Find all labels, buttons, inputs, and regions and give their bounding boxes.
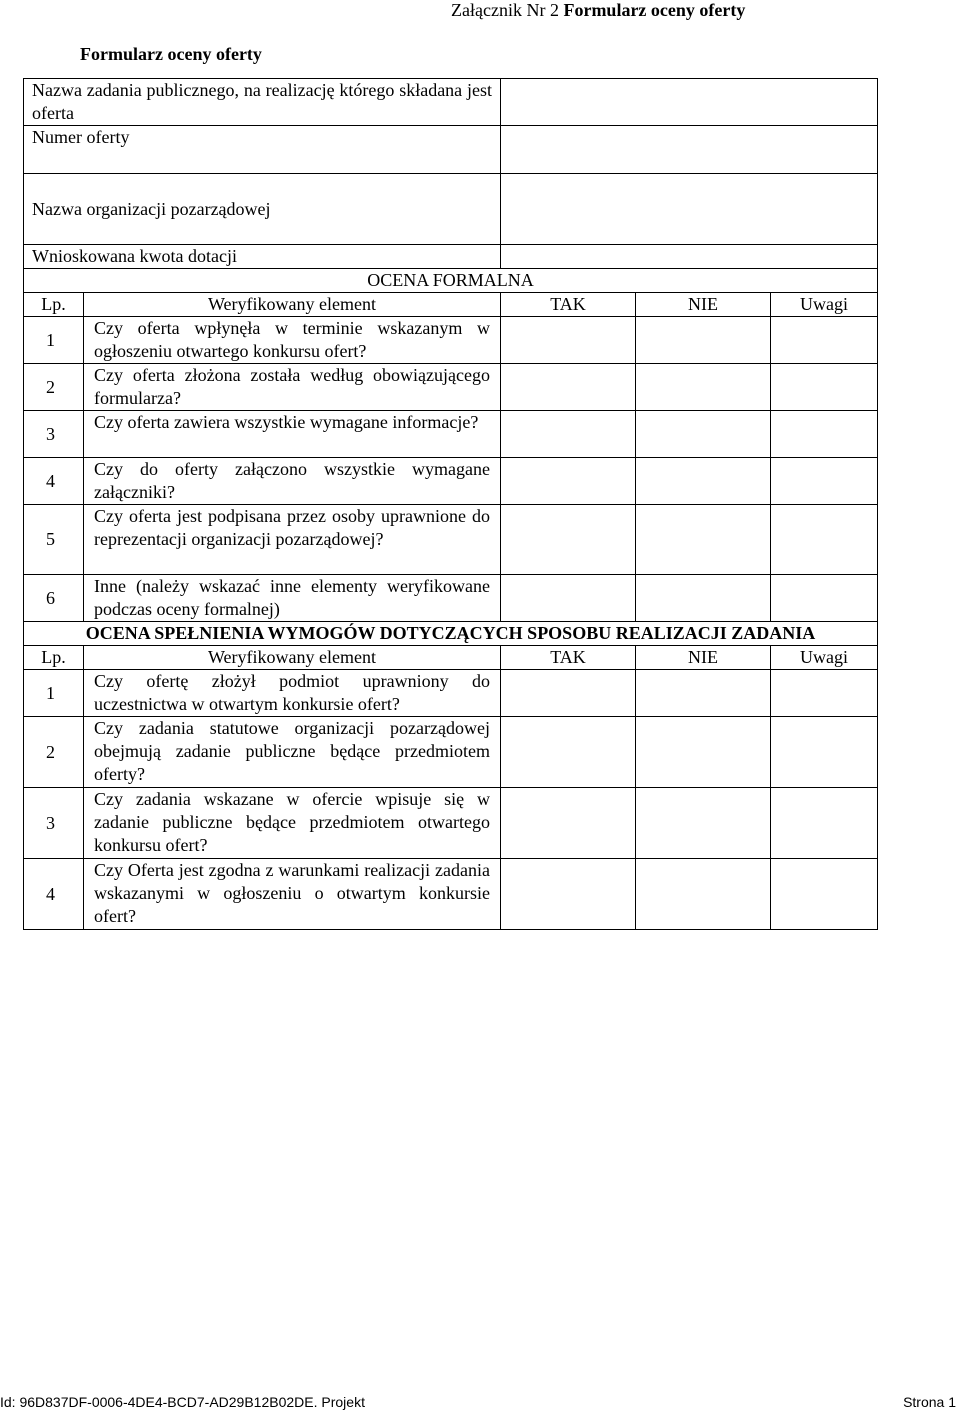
formal-row-question-text: Czy oferta jest podpisana przez osoby uprawnione do reprezentacji organizacji pozarządowej? [94,506,490,549]
formal-row-nie-cell[interactable] [636,411,771,458]
header-row-task-name [24,79,878,126]
requirements-column-header-row [24,646,878,670]
requirements-row-number: 2 [24,717,84,788]
header-row-organization [24,174,878,245]
requirements-row-question-text: Czy zadania statutowe organizacji pozarządowej obejmują zadanie publiczne będące przedmiotem oferty? [94,718,490,784]
formal-row-nie-cell[interactable] [636,458,771,505]
requirements-row-number: 4 [24,859,84,930]
formal-row [24,505,878,575]
formal-row-tak-cell[interactable] [501,505,636,575]
requirements-col-element: Weryfikowany element [84,646,501,670]
formal-row-number: 2 [24,364,84,411]
page-number-footer: Strona 1 [903,1394,956,1410]
formal-row-uwagi-cell[interactable] [771,575,878,622]
requirements-col-lp: Lp. [24,646,84,670]
formal-row [24,575,878,622]
requirements-row-number: 1 [24,670,84,717]
header-offer-number-spacer [24,150,501,174]
header-value-amount[interactable] [501,245,878,269]
header-value-offer-number[interactable] [501,126,878,174]
formal-row-question [84,411,501,458]
requirements-row-nie-cell[interactable] [636,670,771,717]
formal-col-lp: Lp. [24,293,84,317]
requirements-section-row [24,622,878,646]
requirements-col-uwagi: Uwagi [771,646,878,670]
formal-row-tak-cell[interactable] [501,364,636,411]
formal-row-question [84,317,501,364]
formal-row-question [84,505,501,575]
requirements-row-tak-cell[interactable] [501,859,636,930]
formal-row [24,411,878,458]
requirements-row-nie-cell[interactable] [636,717,771,788]
requirements-row-uwagi-cell[interactable] [771,670,878,717]
requirements-row-uwagi-cell[interactable] [771,717,878,788]
formal-col-element: Weryfikowany element [84,293,501,317]
formal-col-uwagi: Uwagi [771,293,878,317]
formal-row-number: 3 [24,411,84,458]
requirements-row [24,670,878,717]
formal-row-uwagi-cell[interactable] [771,458,878,505]
evaluation-form-table [23,78,878,930]
requirements-section-title: OCENA SPEŁNIENIA WYMOGÓW DOTYCZĄCYCH SPOSOBU REALIZACJI ZADANIA [24,622,878,646]
formal-row-uwagi-cell[interactable] [771,505,878,575]
requirements-row-tak-cell[interactable] [501,717,636,788]
header-label-offer-number: Numer oferty [24,126,501,150]
formal-row [24,317,878,364]
formal-row-question [84,458,501,505]
formal-row-nie-cell[interactable] [636,505,771,575]
formal-row-question [84,575,501,622]
formal-row-uwagi-cell[interactable] [771,364,878,411]
formal-row [24,458,878,505]
requirements-row-question-text: Czy zadania wskazane w ofercie wpisuje się w zadanie publiczne będące przedmiotem otwartego konkursu ofert? [94,789,490,855]
header-row-offer-number [24,126,878,150]
formal-row-question [84,364,501,411]
header-value-organization[interactable] [501,174,878,245]
formal-row-number: 6 [24,575,84,622]
annex-title: Formularz oceny oferty [563,0,746,20]
formal-row [24,364,878,411]
form-title: Formularz oceny oferty [80,44,262,64]
header-label-task-name: Nazwa zadania publicznego, na realizację którego składana jest oferta [24,79,501,126]
requirements-row-question [84,788,501,859]
formal-row-tak-cell[interactable] [501,317,636,364]
formal-row-number: 5 [24,505,84,575]
formal-row-question-text: Czy oferta wpłynęła w terminie wskazanym w ogłoszeniu otwartego konkursu ofert? [94,318,490,361]
formal-row-number: 4 [24,458,84,505]
requirements-row [24,859,878,930]
requirements-row-nie-cell[interactable] [636,859,771,930]
formal-row-tak-cell[interactable] [501,575,636,622]
requirements-row [24,717,878,788]
requirements-row-question [84,717,501,788]
formal-section-row [24,269,878,293]
formal-column-header-row [24,293,878,317]
formal-row-question-text: Czy oferta zawiera wszystkie wymagane informacje? [94,412,479,432]
formal-row-question-text: Czy oferta złożona została według obowiązującego formularza? [94,365,490,408]
header-value-task-name[interactable] [501,79,878,126]
requirements-row-uwagi-cell[interactable] [771,859,878,930]
annex-prefix: Załącznik Nr 2 [451,0,559,20]
formal-row-tak-cell[interactable] [501,458,636,505]
formal-row-uwagi-cell[interactable] [771,317,878,364]
requirements-col-tak: TAK [501,646,636,670]
formal-row-nie-cell[interactable] [636,575,771,622]
annex-header [451,0,745,20]
formal-row-nie-cell[interactable] [636,364,771,411]
requirements-row-question [84,670,501,717]
requirements-row-number: 3 [24,788,84,859]
formal-row-tak-cell[interactable] [501,411,636,458]
formal-row-nie-cell[interactable] [636,317,771,364]
requirements-row-question-text: Czy Oferta jest zgodna z warunkami realizacji zadania wskazanymi w ogłoszeniu o otwartym konkursie ofert? [94,860,490,926]
formal-row-uwagi-cell[interactable] [771,411,878,458]
requirements-row [24,788,878,859]
formal-col-nie: NIE [636,293,771,317]
header-label-organization: Nazwa organizacji pozarządowej [24,174,501,245]
requirements-row-nie-cell[interactable] [636,788,771,859]
header-label-amount: Wnioskowana kwota dotacji [24,245,501,269]
requirements-row-uwagi-cell[interactable] [771,788,878,859]
requirements-row-tak-cell[interactable] [501,670,636,717]
requirements-col-nie: NIE [636,646,771,670]
formal-col-tak: TAK [501,293,636,317]
formal-row-question-text: Czy do oferty załączono wszystkie wymagane załączniki? [94,459,490,502]
requirements-row-question-text: Czy ofertę złożył podmiot uprawniony do uczestnictwa w otwartym konkursie ofert? [94,671,490,714]
requirements-row-tak-cell[interactable] [501,788,636,859]
formal-row-number: 1 [24,317,84,364]
requirements-row-question [84,859,501,930]
formal-row-question-text: Inne (należy wskazać inne elementy weryfikowane podczas oceny formalnej) [94,576,490,619]
formal-section-title: OCENA FORMALNA [24,269,878,293]
document-id-footer: Id: 96D837DF-0006-4DE4-BCD7-AD29B12B02DE. Projekt [0,1394,365,1410]
header-row-amount [24,245,878,269]
